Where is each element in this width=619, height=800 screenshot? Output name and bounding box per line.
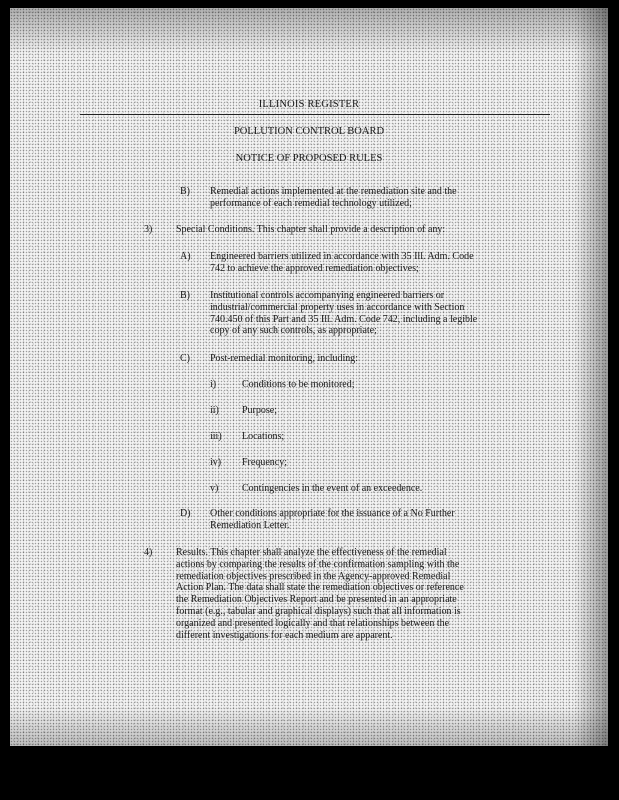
text-line: Results. This chapter shall analyze the effectiveness of the remedial (176, 547, 447, 558)
text-line: Locations; (242, 431, 285, 442)
text-line: Frequency; (242, 457, 287, 468)
document-page (10, 8, 608, 746)
item-b-label: B) (180, 290, 190, 301)
text-line: 742 to achieve the approved remediation objectives; (210, 262, 419, 274)
text-line: copy of any such controls, as appropriate; (210, 325, 377, 337)
text-line: Action Plan. The data shall state the remediation objectives or reference (176, 582, 464, 594)
item-c-label: C) (180, 353, 190, 364)
item-iv-label: iv) (210, 457, 222, 468)
item-iii-text (242, 431, 284, 443)
item-ii-label: ii) (210, 405, 219, 416)
header-rule (80, 114, 550, 115)
text-line: Purpose; (242, 405, 277, 416)
text-line: 740.450 of this Part and 35 Ill. Adm. Code 742, including a legible (210, 313, 478, 325)
text-line: Remediation Letter. (210, 519, 290, 531)
item-4-label: 4) (144, 547, 153, 558)
text-line: Conditions to be monitored; (242, 379, 355, 390)
text-line: Contingencies in the event of an exceedence. (242, 483, 423, 494)
item-3-text (176, 224, 445, 236)
item-3-label: 3) (144, 224, 153, 235)
item-c-text (210, 353, 358, 365)
register-heading: ILLINOIS REGISTER (258, 99, 360, 110)
item-4-text (176, 547, 464, 641)
text-line: actions by comparing the results of the confirmation sampling with the (176, 558, 460, 570)
item-iii-label: iii) (210, 431, 222, 442)
item-ii-text (242, 405, 277, 417)
text-line: industrial/commercial property uses in accordance with Section (210, 301, 465, 313)
text-line: Post-remedial monitoring, including: (210, 353, 359, 364)
text-line: performance of each remedial technology utilized; (210, 197, 412, 209)
notice-heading: NOTICE OF PROPOSED RULES (235, 153, 383, 164)
item-b-text (210, 290, 477, 337)
item-v-text (242, 483, 422, 495)
text-line: the Remediation Objectives Report and be presented in an appropriate (176, 594, 457, 606)
scan-shadow-bottom (10, 706, 608, 746)
item-i-label: i) (210, 379, 217, 390)
text-line: Special Conditions. This chapter shall provide a description of any: (176, 224, 446, 235)
item-v-label: v) (210, 483, 219, 494)
item-a-text (210, 251, 474, 275)
text-line: Other conditions appropriate for the issuance of a No Further (210, 508, 455, 519)
item-i-text (242, 379, 355, 391)
item-iv-text (242, 457, 287, 469)
item-b-top-text (210, 186, 457, 210)
scan-shadow-right (574, 8, 608, 746)
text-line: remediation objectives prescribed in the Agency-approved Remedial (176, 570, 451, 582)
text-line: different investigations for each medium are apparent. (176, 629, 393, 641)
text-line: Remedial actions implemented at the remediation site and the (210, 186, 457, 197)
board-heading: POLLUTION CONTROL BOARD (233, 126, 385, 137)
item-d-text (210, 508, 455, 532)
item-a-label: A) (180, 251, 191, 262)
text-line: format (e.g., tabular and graphical displays) such that all information is (176, 605, 461, 617)
scan-shadow-top (10, 8, 608, 54)
text-line: Institutional controls accompanying engineered barriers or (210, 290, 445, 301)
text-line: Engineered barriers utilized in accordance with 35 Ill. Adm. Code (210, 251, 474, 262)
text-line: organized and presented logically and that relationships between the (176, 617, 450, 629)
item-b-top-label: B) (180, 186, 190, 197)
item-d-label: D) (180, 508, 191, 519)
